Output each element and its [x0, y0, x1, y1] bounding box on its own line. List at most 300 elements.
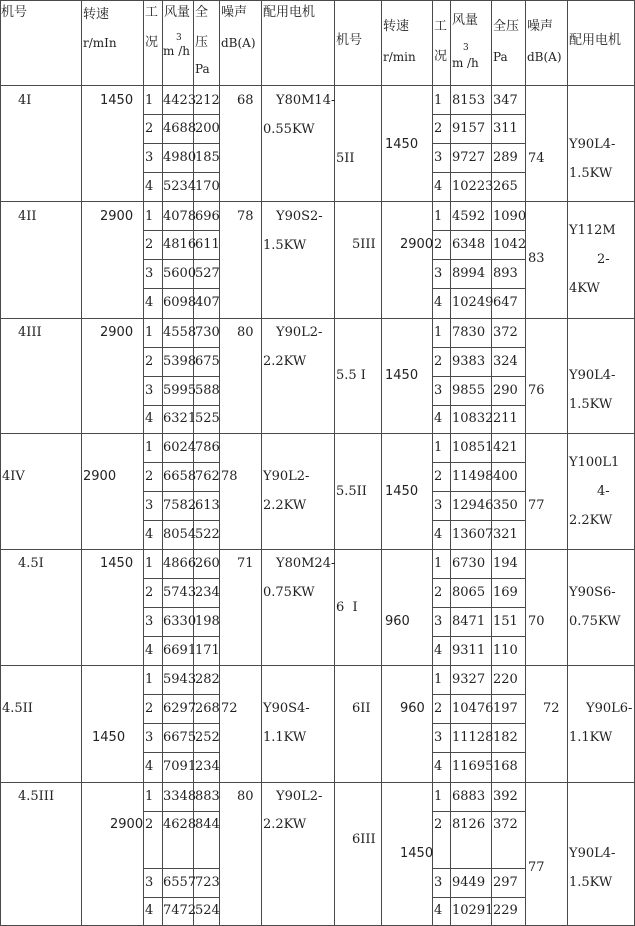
airflow-value: 9855: [452, 383, 486, 398]
pressure-value: 324: [493, 354, 518, 369]
pressure-value: 1042: [493, 237, 527, 252]
noise-value: 83: [528, 251, 545, 266]
motor-spec: Y90L4-: [569, 368, 616, 383]
header-airflow-unit: 3: [176, 33, 182, 43]
header-airflow-unit: m: [452, 56, 464, 70]
header-noise: 噪声: [527, 19, 554, 34]
grid-line-h: [0, 782, 635, 783]
condition-number: 2: [434, 354, 443, 369]
airflow-value: 6658: [163, 469, 197, 484]
airflow-value: 10249: [452, 295, 494, 310]
airflow-value: 4688: [163, 121, 197, 136]
airflow-value: 6024: [163, 440, 197, 455]
pressure-value: 407: [195, 295, 220, 310]
airflow-value: 6321: [163, 411, 197, 426]
pressure-value: 200: [195, 121, 220, 136]
condition-number: 1: [434, 440, 443, 455]
pressure-value: 588: [195, 383, 220, 398]
condition-number: 4: [434, 903, 443, 918]
grid-line-h: [143, 405, 219, 406]
pressure-value: 234: [195, 759, 220, 774]
header-noise-unit: dB(A): [527, 50, 562, 64]
model-number: 5III: [352, 237, 376, 252]
grid-line-h: [432, 259, 525, 260]
condition-number: 4: [145, 643, 154, 658]
grid-line-h: [432, 376, 525, 377]
model-number: 4.5II: [2, 701, 33, 716]
pressure-value: 647: [493, 295, 518, 310]
grid-line-h: [143, 376, 219, 377]
grid-line-v: [0, 0, 1, 926]
model-number: 6II: [352, 701, 371, 716]
grid-line-h: [143, 578, 219, 579]
motor-spec: Y80M24-: [276, 556, 336, 571]
model-number: 5.5II: [336, 484, 367, 499]
condition-number: 4: [434, 759, 443, 774]
noise-value: 78: [237, 209, 254, 224]
condition-number: 4: [434, 643, 443, 658]
condition-number: 2: [145, 701, 154, 716]
airflow-value: 5234: [163, 179, 197, 194]
model-number: 6III: [352, 832, 376, 847]
grid-line-h: [432, 868, 525, 869]
condition-number: 1: [145, 440, 154, 455]
motor-spec: 1.5KW: [569, 397, 613, 412]
airflow-value: 8054: [163, 527, 197, 542]
grid-line-h: [432, 607, 525, 608]
grid-line-h: [143, 811, 219, 812]
condition-number: 3: [145, 730, 154, 745]
grid-line-h: [432, 578, 525, 579]
condition-number: 1: [145, 556, 154, 571]
noise-value: 78: [221, 469, 238, 484]
pressure-value: 220: [493, 672, 518, 687]
condition-number: 4: [145, 295, 154, 310]
header-speed-unit: r/min: [383, 50, 416, 64]
pressure-value: 696: [195, 209, 220, 224]
condition-number: 3: [145, 383, 154, 398]
header-speed: 转速: [83, 7, 110, 22]
airflow-value: 4592: [452, 209, 486, 224]
airflow-value: 12946: [452, 498, 494, 513]
airflow-value: 10832: [452, 411, 494, 426]
pressure-value: 321: [493, 527, 518, 542]
motor-spec: 1.5KW: [569, 875, 613, 890]
header-model: 机号: [336, 33, 363, 48]
header-pressure-unit: Pa: [195, 62, 210, 76]
pressure-value: 730: [195, 325, 220, 340]
condition-number: 4: [434, 179, 443, 194]
motor-spec: Y90S6-: [569, 585, 616, 600]
airflow-value: 11695: [452, 759, 494, 774]
grid-line-h: [143, 143, 219, 144]
grid-line-h: [432, 347, 525, 348]
pressure-value: 525: [195, 411, 220, 426]
pressure-value: 522: [195, 527, 220, 542]
noise-value: 71: [237, 556, 254, 571]
motor-spec: 0.55KW: [263, 122, 315, 137]
pressure-value: 252: [195, 730, 220, 745]
model-number: 4I: [18, 93, 32, 108]
grid-line-h: [143, 288, 219, 289]
grid-line-v: [334, 0, 335, 925]
airflow-value: 8471: [452, 614, 486, 629]
condition-number: 4: [145, 759, 154, 774]
condition-number: 3: [434, 150, 443, 165]
condition-number: 2: [145, 237, 154, 252]
header-airflow-unit: m /h: [163, 44, 190, 58]
noise-value: 80: [237, 789, 254, 804]
condition-number: 3: [145, 150, 154, 165]
model-number: 4.5I: [18, 556, 44, 571]
model-number: 4IV: [2, 469, 25, 484]
airflow-value: 4423: [163, 93, 197, 108]
airflow-value: 4078: [163, 209, 197, 224]
header-airflow-unit: 3: [463, 43, 469, 53]
speed-value: 1450: [100, 556, 134, 571]
airflow-value: 4866: [163, 556, 197, 571]
pressure-value: 527: [195, 266, 220, 281]
pressure-value: 762: [195, 469, 220, 484]
condition-number: 3: [434, 875, 443, 890]
airflow-value: 6557: [163, 875, 197, 890]
header-speed: 转速: [383, 19, 410, 34]
motor-spec: 1.1KW: [569, 730, 613, 745]
condition-number: 4: [145, 903, 154, 918]
motor-spec: 4-: [597, 484, 610, 499]
pressure-value: 297: [493, 875, 518, 890]
header-pressure: 全压: [493, 19, 520, 34]
grid-line-h: [432, 520, 525, 521]
header-speed-unit: r/mIn: [83, 36, 117, 50]
pressure-value: 844: [195, 817, 220, 832]
grid-line-h: [143, 491, 219, 492]
pressure-value: 524: [195, 903, 220, 918]
pressure-value: 372: [493, 817, 518, 832]
grid-line-h: [143, 462, 219, 463]
noise-value: 76: [528, 383, 545, 398]
grid-line-h: [143, 636, 219, 637]
airflow-value: 8126: [452, 817, 486, 832]
grid-line-h: [143, 259, 219, 260]
condition-number: 4: [434, 295, 443, 310]
motor-spec: Y90L6-: [586, 701, 633, 716]
condition-number: 1: [434, 556, 443, 571]
speed-value: 1450: [385, 368, 419, 383]
airflow-value: 7091: [163, 759, 197, 774]
condition-number: 3: [145, 614, 154, 629]
airflow-value: 9383: [452, 354, 486, 369]
grid-line-h: [432, 462, 525, 463]
condition-number: 2: [434, 469, 443, 484]
pressure-value: 194: [493, 556, 518, 571]
airflow-value: 10291: [452, 903, 494, 918]
grid-line-h: [143, 114, 219, 115]
condition-number: 4: [434, 527, 443, 542]
motor-spec: 0.75KW: [569, 614, 621, 629]
grid-line-h: [0, 665, 635, 666]
motor-spec: Y90L2-: [276, 325, 323, 340]
airflow-value: 6098: [163, 295, 197, 310]
pressure-value: 211: [493, 411, 518, 426]
grid-line-h: [432, 752, 525, 753]
condition-number: 2: [434, 585, 443, 600]
grid-line-h: [143, 723, 219, 724]
condition-number: 3: [434, 614, 443, 629]
header-model: 机号: [1, 5, 28, 20]
airflow-value: 6330: [163, 614, 197, 629]
speed-value: 2900: [100, 209, 134, 224]
airflow-value: 3348: [163, 789, 197, 804]
noise-value: 68: [237, 93, 254, 108]
noise-value: 74: [528, 151, 545, 166]
model-number: 5.5 I: [336, 368, 366, 383]
condition-number: 1: [434, 789, 443, 804]
motor-spec: Y90S4-: [263, 701, 310, 716]
condition-number: 2: [145, 121, 154, 136]
model-number: 4.5III: [18, 789, 55, 804]
airflow-value: 5995: [163, 383, 197, 398]
noise-value: 72: [221, 701, 238, 716]
model-number: 4III: [18, 325, 42, 340]
grid-line-h: [0, 433, 635, 434]
grid-line-h: [0, 85, 635, 86]
motor-spec: 2.2KW: [263, 817, 307, 832]
pressure-value: 290: [493, 383, 518, 398]
airflow-value: 4816: [163, 237, 197, 252]
condition-number: 3: [434, 383, 443, 398]
speed-value: 1450: [385, 137, 419, 152]
header-pressure: 全: [195, 5, 209, 20]
condition-number: 1: [145, 93, 154, 108]
grid-line-h: [143, 868, 219, 869]
condition-number: 3: [434, 730, 443, 745]
airflow-value: 10851: [452, 440, 494, 455]
speed-value: 2900: [110, 817, 144, 832]
grid-line-h: [432, 636, 525, 637]
condition-number: 1: [145, 209, 154, 224]
airflow-value: 6348: [452, 237, 486, 252]
airflow-value: 4558: [163, 325, 197, 340]
condition-number: 1: [434, 93, 443, 108]
airflow-value: 10476: [452, 701, 494, 716]
header-pressure: 压: [195, 35, 209, 50]
pressure-value: 883: [195, 789, 220, 804]
condition-number: 2: [434, 817, 443, 832]
pressure-value: 151: [493, 614, 518, 629]
airflow-value: 6691: [163, 643, 197, 658]
header-condition: 况: [145, 35, 159, 50]
motor-spec: 0.75KW: [263, 585, 315, 600]
header-condition: 工: [434, 19, 448, 34]
airflow-value: 9327: [452, 672, 486, 687]
motor-spec: Y80M14-: [276, 93, 336, 108]
noise-value: 77: [528, 860, 545, 875]
airflow-value: 8994: [452, 266, 486, 281]
pressure-value: 893: [493, 266, 518, 281]
pressure-value: 421: [493, 440, 518, 455]
pressure-value: 350: [493, 498, 518, 513]
airflow-value: 8065: [452, 585, 486, 600]
motor-spec: 2.2KW: [263, 498, 307, 513]
pressure-value: 392: [493, 789, 518, 804]
grid-line-v: [381, 0, 382, 925]
grid-line-v: [219, 0, 220, 925]
condition-number: 2: [145, 354, 154, 369]
header-noise-unit: dB(A): [221, 36, 256, 50]
grid-line-h: [432, 694, 525, 695]
model-number: 4II: [18, 209, 37, 224]
condition-number: 3: [145, 875, 154, 890]
pressure-value: 786: [195, 440, 220, 455]
condition-number: 3: [434, 266, 443, 281]
grid-line-h: [143, 347, 219, 348]
airflow-value: 6730: [452, 556, 486, 571]
header-airflow: 风量: [164, 5, 191, 20]
airflow-value: 7582: [163, 498, 197, 513]
motor-spec: Y90S2-: [276, 209, 323, 224]
speed-value: 1450: [385, 484, 419, 499]
pressure-value: 169: [493, 585, 518, 600]
condition-number: 2: [434, 237, 443, 252]
airflow-value: 13607: [452, 527, 494, 542]
airflow-value: 5600: [163, 266, 197, 281]
grid-line-h: [432, 230, 525, 231]
grid-line-h: [432, 897, 525, 898]
condition-number: 2: [145, 469, 154, 484]
pressure-value: 289: [493, 150, 518, 165]
airflow-value: 6675: [163, 730, 197, 745]
condition-number: 1: [434, 209, 443, 224]
condition-number: 2: [145, 817, 154, 832]
pressure-value: 675: [195, 354, 220, 369]
grid-line-h: [432, 114, 525, 115]
motor-spec: Y90L4-: [569, 137, 616, 152]
grid-line-v: [525, 0, 526, 925]
header-pressure-unit: Pa: [493, 50, 508, 64]
noise-value: 72: [543, 701, 560, 716]
pressure-value: 611: [195, 237, 220, 252]
pressure-value: 229: [493, 903, 518, 918]
condition-number: 1: [145, 672, 154, 687]
grid-line-h: [0, 201, 635, 202]
airflow-value: 5743: [163, 585, 197, 600]
pressure-value: 234: [195, 585, 220, 600]
airflow-value: 8153: [452, 93, 486, 108]
grid-line-h: [143, 230, 219, 231]
grid-line-h: [143, 607, 219, 608]
airflow-value: 7830: [452, 325, 486, 340]
pressure-value: 168: [493, 759, 518, 774]
noise-value: 77: [528, 498, 545, 513]
speed-value: 2900: [100, 325, 134, 340]
condition-number: 4: [145, 527, 154, 542]
condition-number: 3: [145, 498, 154, 513]
condition-number: 2: [434, 121, 443, 136]
grid-line-v: [261, 0, 262, 925]
pressure-value: 170: [195, 179, 220, 194]
condition-number: 4: [145, 179, 154, 194]
pressure-value: 372: [493, 325, 518, 340]
condition-number: 2: [434, 701, 443, 716]
pressure-value: 311: [493, 121, 518, 136]
motor-spec: 1.1KW: [263, 730, 307, 745]
pressure-value: 198: [195, 614, 220, 629]
pressure-value: 1090: [493, 209, 527, 224]
grid-line-h: [432, 143, 525, 144]
airflow-value: 4980: [163, 150, 197, 165]
motor-spec: 1.5KW: [569, 166, 613, 181]
condition-number: 3: [434, 498, 443, 513]
pressure-value: 268: [195, 701, 220, 716]
airflow-value: 9311: [452, 643, 486, 658]
model-number: 5II: [336, 151, 355, 166]
airflow-value: 4628: [163, 817, 197, 832]
pressure-value: 400: [493, 469, 518, 484]
grid-line-h: [432, 405, 525, 406]
speed-value: 2900: [400, 237, 434, 252]
motor-spec: 4KW: [569, 281, 600, 296]
pressure-value: 347: [493, 93, 518, 108]
noise-value: 80: [237, 325, 254, 340]
pressure-value: 197: [493, 701, 518, 716]
header-airflow-unit: /h: [467, 56, 479, 70]
condition-number: 3: [145, 266, 154, 281]
pressure-value: 613: [195, 498, 220, 513]
motor-spec: 1.5KW: [263, 238, 307, 253]
header-motor: 配用电机: [569, 33, 622, 48]
header-condition: 况: [434, 49, 448, 64]
airflow-value: 11128: [452, 730, 494, 745]
noise-value: 70: [528, 614, 545, 629]
speed-value: 1450: [100, 93, 134, 108]
airflow-value: 9449: [452, 875, 486, 890]
pressure-value: 185: [195, 150, 220, 165]
grid-line-h: [432, 491, 525, 492]
airflow-value: 9157: [452, 121, 486, 136]
header-motor: 配用电机: [263, 5, 316, 20]
airflow-value: 11498: [452, 469, 494, 484]
pressure-value: 212: [195, 93, 220, 108]
motor-spec: 2.2KW: [263, 354, 307, 369]
motor-spec: 2-: [597, 252, 610, 267]
grid-line-h: [432, 723, 525, 724]
pressure-value: 110: [493, 643, 518, 658]
grid-line-h: [143, 752, 219, 753]
header-airflow: 风量: [452, 13, 479, 28]
pressure-value: 265: [493, 179, 518, 194]
grid-line-v: [567, 0, 568, 925]
grid-line-h: [0, 0, 635, 1]
condition-number: 2: [145, 585, 154, 600]
motor-spec: Y90L2-: [263, 469, 310, 484]
pressure-value: 182: [493, 730, 518, 745]
grid-line-h: [143, 520, 219, 521]
header-noise: 噪声: [221, 5, 248, 20]
airflow-value: 6297: [163, 701, 197, 716]
condition-number: 1: [434, 325, 443, 340]
grid-line-h: [143, 172, 219, 173]
airflow-value: 7472: [163, 903, 197, 918]
pressure-value: 171: [195, 643, 220, 658]
speed-value: 960: [400, 701, 425, 716]
model-number: 6 I: [336, 600, 358, 615]
speed-value: 2900: [83, 469, 117, 484]
airflow-value: 9727: [452, 150, 486, 165]
grid-line-v: [81, 0, 82, 925]
motor-spec: Y90L2-: [276, 789, 323, 804]
grid-line-h: [0, 318, 635, 319]
